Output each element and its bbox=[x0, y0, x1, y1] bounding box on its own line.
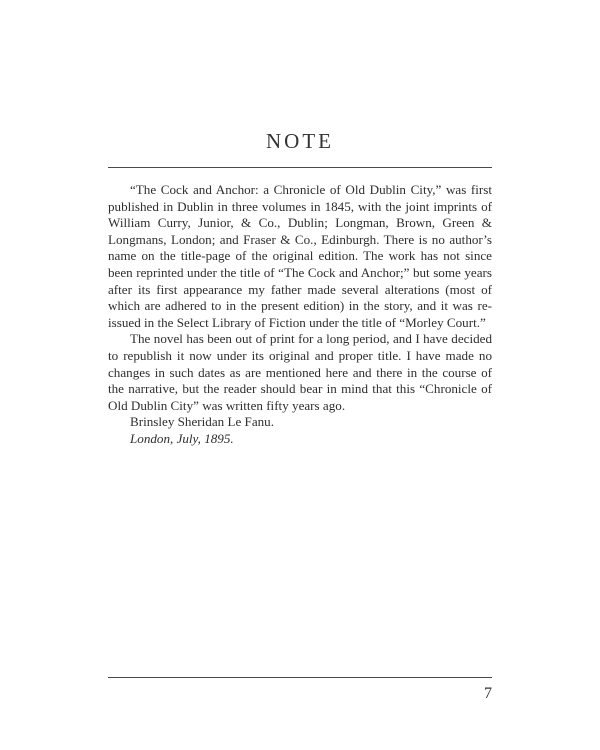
page-number: 7 bbox=[484, 685, 492, 702]
note-body bbox=[108, 182, 492, 448]
page-heading: NOTE bbox=[266, 129, 334, 153]
paragraph-republication: The novel has been out of print for a long period, and I have decided to republish it now under its original and proper title. I have made no changes in such dates as are mentioned here and there in the course of the narrative, but the reader should bear in mind that this “Chronicle of Old Dublin City” was written fifty years ago. bbox=[108, 331, 492, 413]
place-date: London, July, 1895. bbox=[130, 430, 234, 446]
heading-rule bbox=[108, 167, 492, 168]
footer-rule bbox=[108, 677, 492, 678]
paragraph-publication-history: “The Cock and Anchor: a Chronicle of Old Dublin City,” was first published in Dublin in three volumes in 1845, with the joint imprints of William Curry, Junior, & Co., Dublin; Longman, Brown, Green & Longmans, London; and Fraser & Co., Edinburgh. There is no author’s name on the title-page of the original edition. The work has not since been reprinted under the title of “The Cock and Anchor;” but some years after its first appearance my father made several alterations (most of which are adhered to in the present edition) in the story, and it was re-issued in the Select Library of Fiction under the title of “Morley Court.” bbox=[108, 182, 492, 330]
signature: Brinsley Sheridan Le Fanu. bbox=[130, 414, 275, 430]
